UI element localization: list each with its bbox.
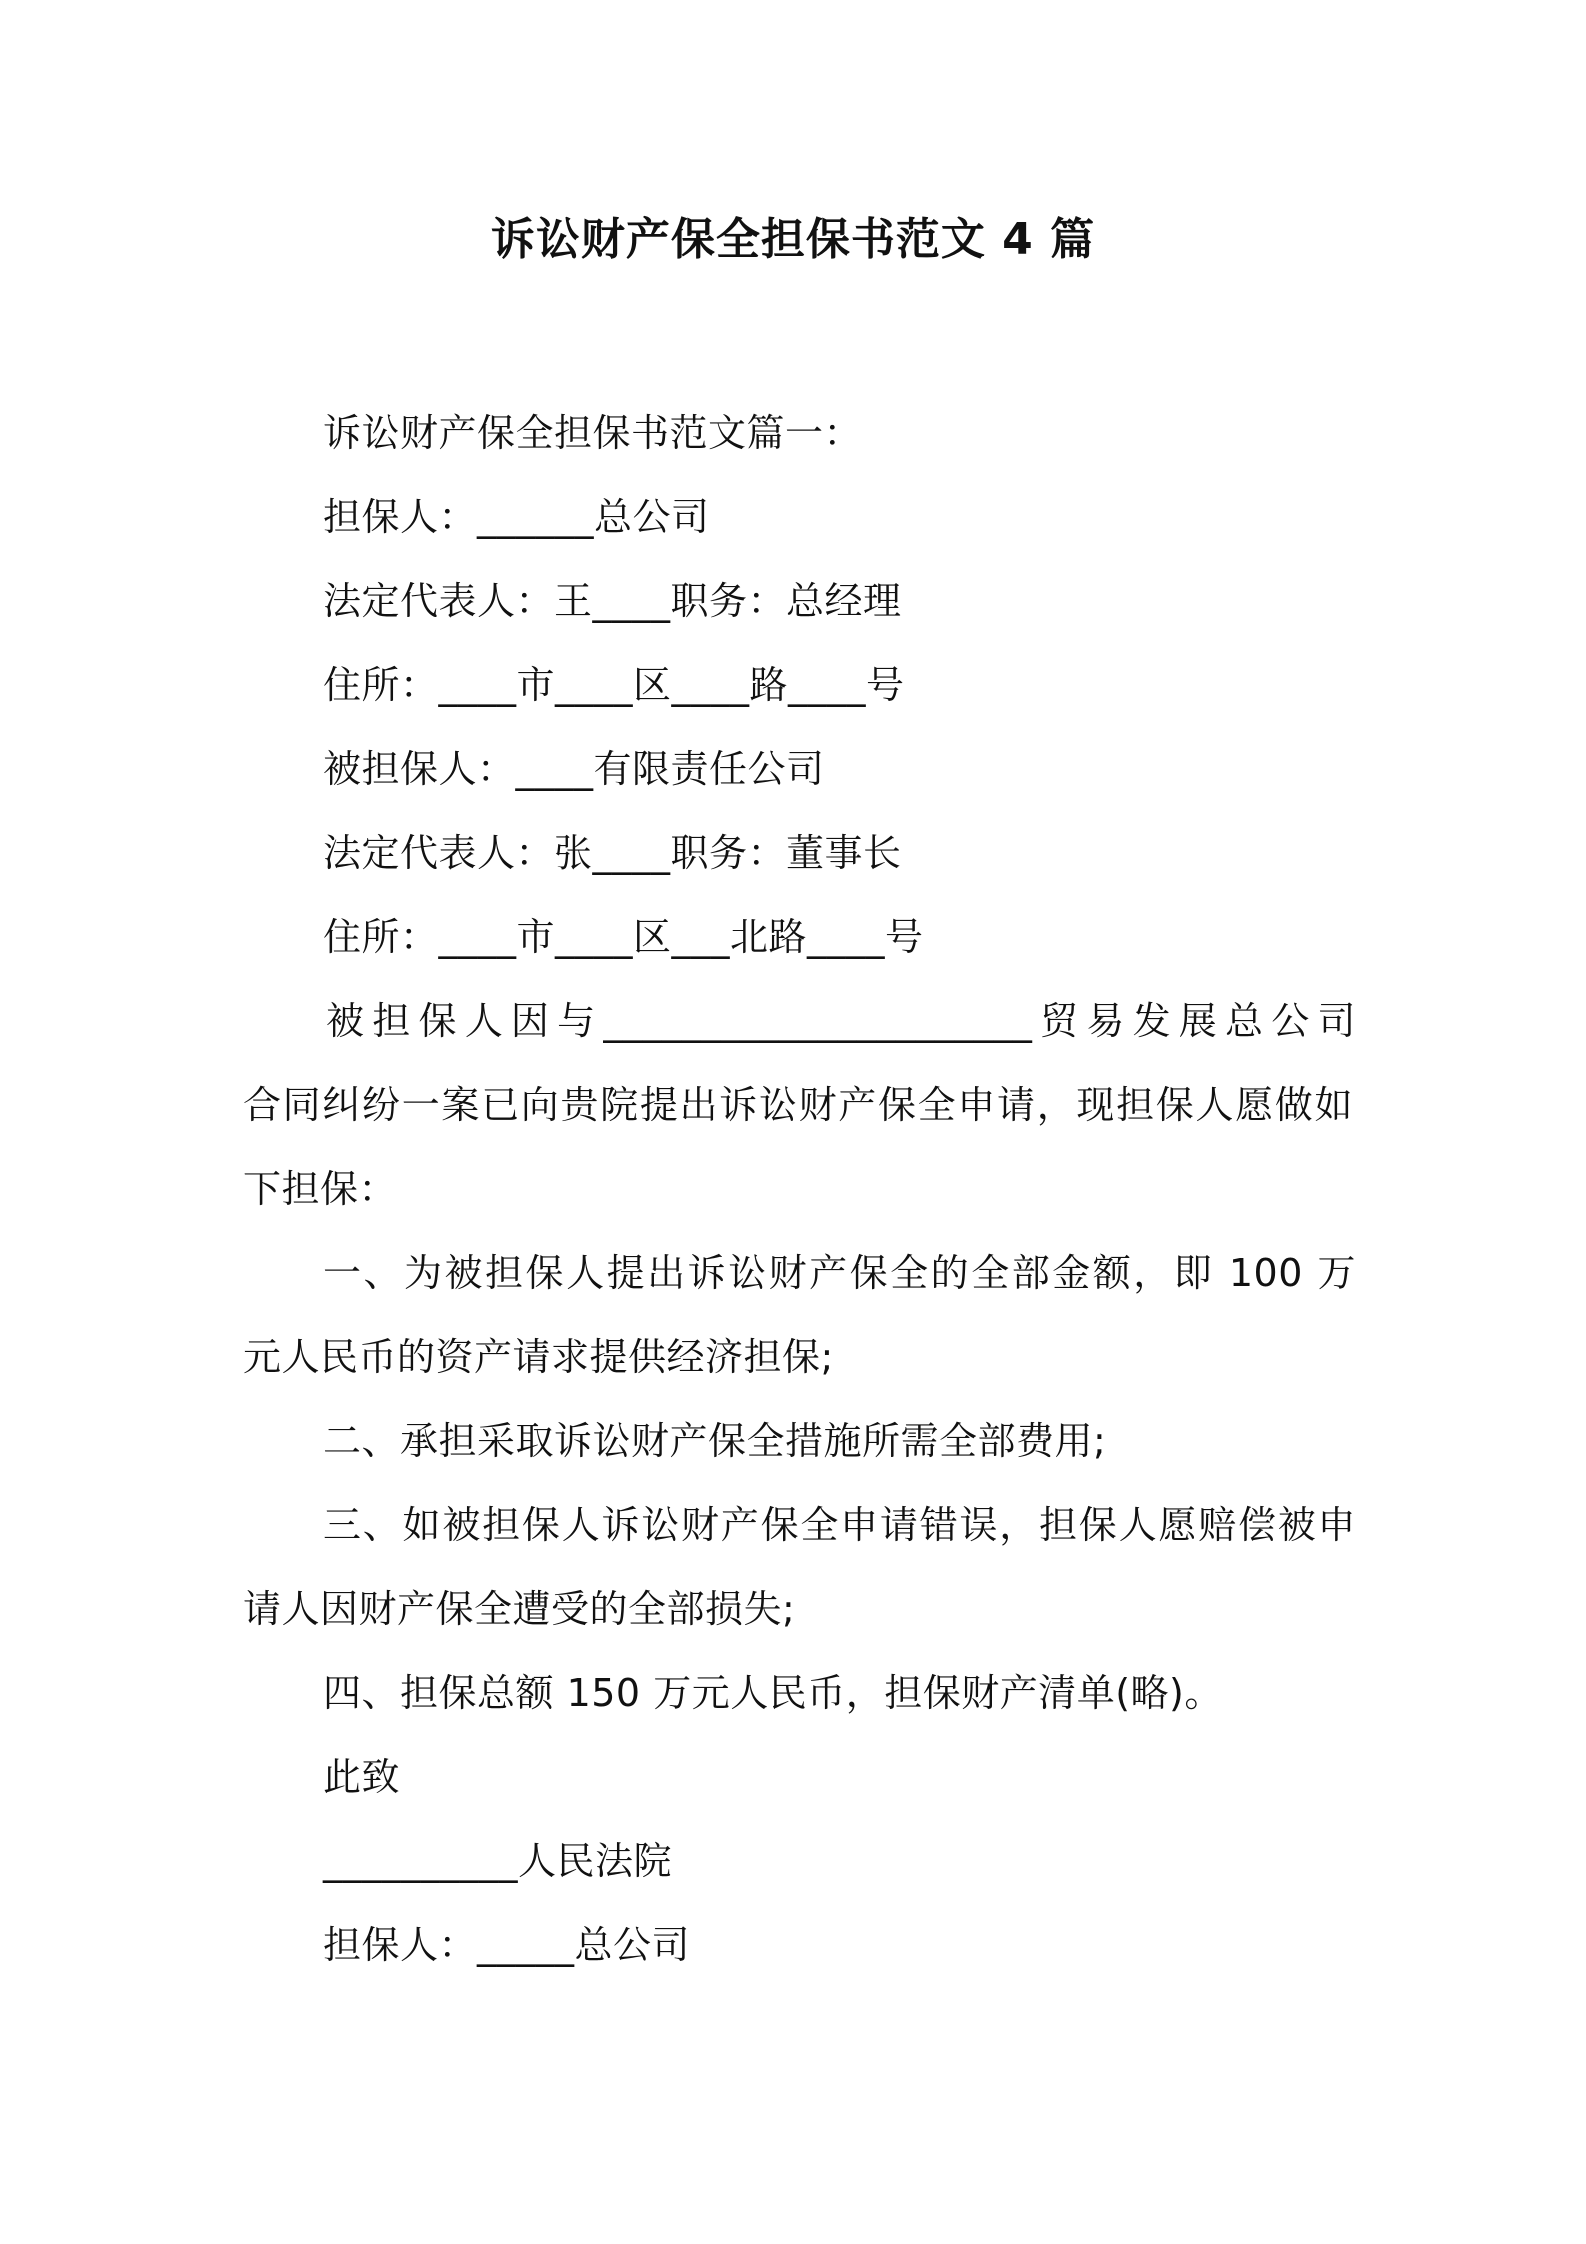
clause-line: 三、如被担保人诉讼财产保全申请错误，担保人愿赔偿被申 bbox=[323, 1503, 1356, 1547]
address-line: 住所：____市____区____路____号 bbox=[323, 663, 905, 707]
section-heading: 诉讼财产保全担保书范文篇一： bbox=[323, 411, 863, 455]
closing-salutation: 此致 bbox=[323, 1755, 401, 1799]
clause-line: 四、担保总额 150 万元人民币，担保财产清单(略)。 bbox=[323, 1671, 1223, 1715]
document-title: 诉讼财产保全担保书范文 4 篇 bbox=[490, 214, 1096, 265]
legal-representative-line: 法定代表人：王____职务：总经理 bbox=[323, 579, 902, 623]
paragraph-line: 合同纠纷一案已向贵院提出诉讼财产保全申请，现担保人愿做如 bbox=[243, 1083, 1353, 1127]
paragraph-line: 下担保： bbox=[243, 1167, 398, 1211]
clause-line: 元人民币的资产请求提供经济担保; bbox=[243, 1335, 834, 1379]
court-addressee: __________人民法院 bbox=[323, 1839, 673, 1883]
signature-guarantor: 担保人：_____总公司 bbox=[323, 1923, 691, 1967]
clause-line: 二、承担采取诉讼财产保全措施所需全部费用; bbox=[323, 1419, 1107, 1463]
guaranteed-representative-line: 法定代表人：张____职务：董事长 bbox=[323, 831, 902, 875]
guaranteed-party-line: 被担保人：____有限责任公司 bbox=[323, 747, 825, 791]
guarantor-line: 担保人：______总公司 bbox=[323, 495, 710, 539]
clause-line: 一、为被担保人提出诉讼财产保全的全部金额，即 100 万 bbox=[323, 1251, 1356, 1295]
clause-line: 请人因财产保全遭受的全部损失; bbox=[243, 1587, 796, 1631]
paragraph-line: 被担保人因与______________________贸易发展总公司 bbox=[326, 999, 1356, 1043]
guaranteed-address-line: 住所：____市____区___北路____号 bbox=[323, 915, 924, 959]
